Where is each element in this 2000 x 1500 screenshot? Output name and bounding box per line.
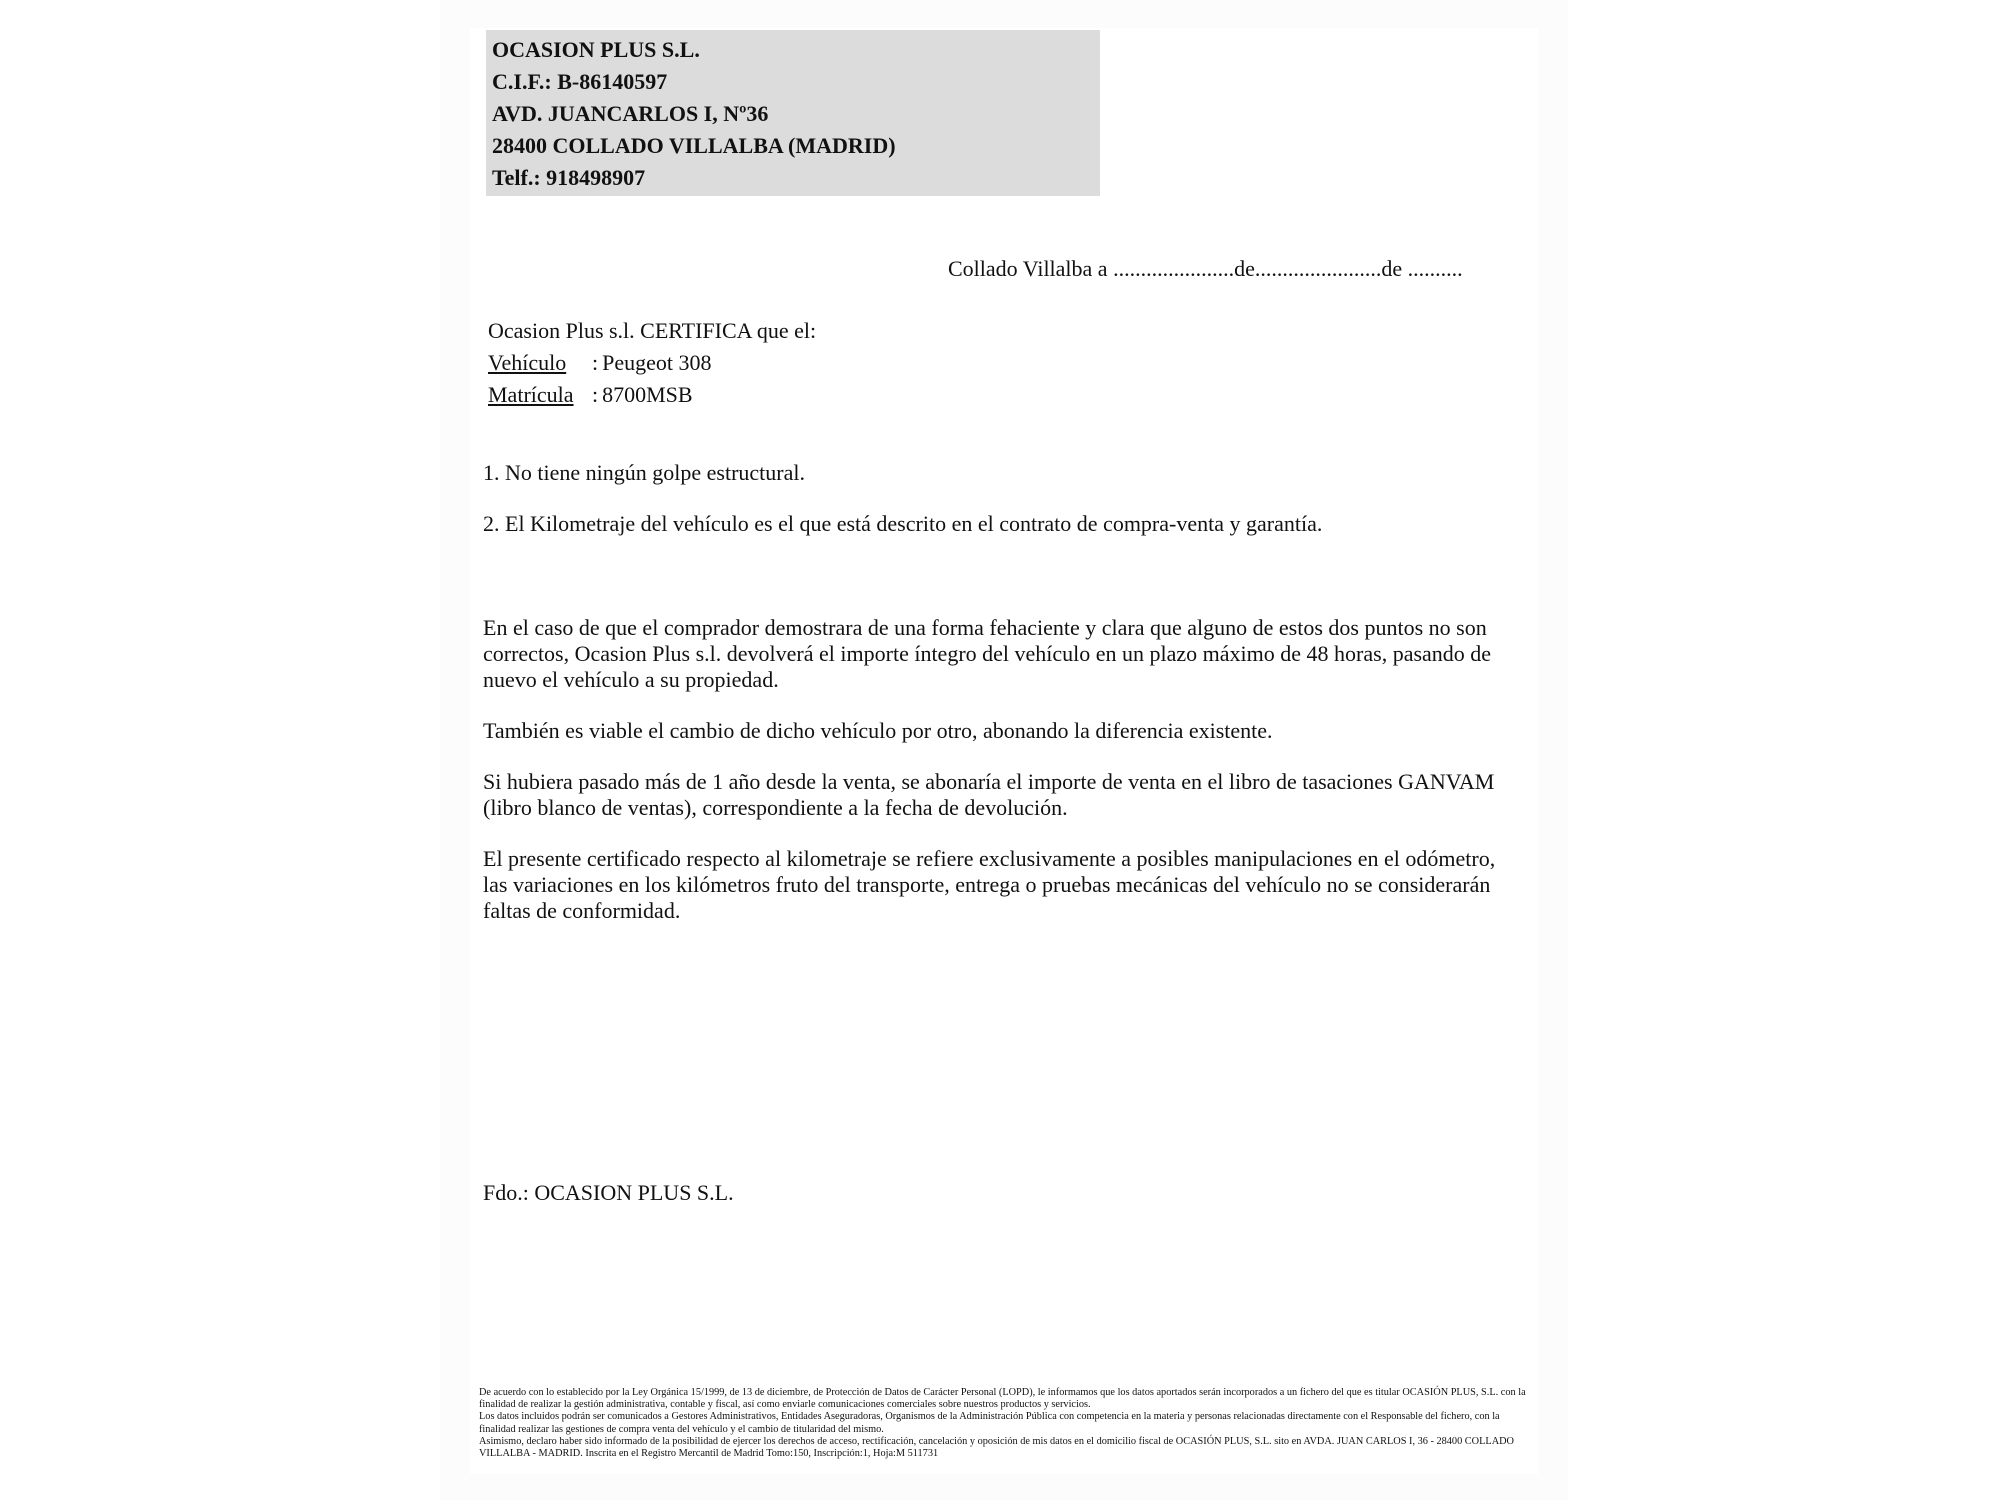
company-header <box>486 30 1100 196</box>
plate-separator: : <box>592 382 599 407</box>
point-structural: 1. No tiene ningún golpe estructural. <box>483 460 805 485</box>
paragraph-ganvam: Si hubiera pasado más de 1 año desde la venta, se abonaría el importe de venta en el libro de tasaciones GANVAM (libro blanco de ventas), correspondiente a la fecha de devolución. <box>483 769 1495 820</box>
company-city: 28400 COLLADO VILLALBA (MADRID) <box>492 133 896 158</box>
company-phone: Telf.: 918498907 <box>492 165 646 190</box>
paragraph-odometer: El presente certificado respecto al kilometraje se refiere exclusivamente a posibles manipulaciones en el odómetro, las variaciones en los kilómetros fruto del transporte, entrega o pruebas mecánicas del vehículo no se considerarán faltas de conformidad. <box>483 846 1496 923</box>
plate-value: 8700MSB <box>602 382 693 407</box>
certified-points <box>483 460 1523 562</box>
point-mileage: 2. El Kilometraje del vehículo es el que está descrito en el contrato de compra-venta y garantía. <box>483 511 1323 536</box>
place-date-line: Collado Villalba a ......................de.......................de .......... <box>948 256 1463 281</box>
plate-label: Matrícula <box>488 382 574 407</box>
legal-paragraph-lopd: De acuerdo con lo establecido por la Ley Orgánica 15/1999, de 13 de diciembre, de Protección de Datos de Carácter Personal (LOPD), le informamos que los datos aportados serán incorporados a un fichero del que es titular OCASIÓN PLUS, S.L. con la finalidad de realizar la gestión administrativa, contable y fiscal, así como enviarle comunicaciones comerciales sobre nuestros productos y servicios. <box>479 1387 1526 1411</box>
vehicle-value: Peugeot 308 <box>602 350 712 375</box>
paragraph-exchange: También es viable el cambio de dicho vehículo por otro, abonando la diferencia existente. <box>483 718 1273 743</box>
company-address: AVD. JUANCARLOS I, Nº36 <box>492 101 769 126</box>
vehicle-separator: : <box>592 350 599 375</box>
plate-field <box>488 379 816 411</box>
company-name: OCASION PLUS S.L. <box>492 37 700 62</box>
company-cif: C.I.F.: B-86140597 <box>492 69 668 94</box>
legal-notice <box>479 1387 1529 1460</box>
certificate-block <box>488 315 816 411</box>
legal-paragraph-recipients: Los datos incluidos podrán ser comunicados a Gestores Administrativos, Entidades Aseguradoras, Organismos de la Administración Pública con competencia en la materia y personas relacionadas directamente con el Responsable del fichero, con la finalidad realizar las gestiones de compra venta del vehículo y el cambio de titularidad del mismo. <box>479 1411 1500 1435</box>
certificate-intro: Ocasion Plus s.l. CERTIFICA que el: <box>488 318 817 343</box>
vehicle-label: Vehículo <box>488 350 567 375</box>
signature-line: Fdo.: OCASION PLUS S.L. <box>483 1180 734 1205</box>
conditions-text <box>483 615 1523 949</box>
vehicle-field <box>488 347 816 379</box>
paragraph-refund: En el caso de que el comprador demostrara de una forma fehaciente y clara que alguno de estos dos puntos no son correctos, Ocasion Plus s.l. devolverá el importe íntegro del vehículo en un plazo máximo de 48 horas, pasando de nuevo el vehículo a su propiedad. <box>483 615 1492 692</box>
legal-paragraph-rights: Asimismo, declaro haber sido informado de la posibilidad de ejercer los derechos de acceso, rectificación, cancelación y oposición de mis datos en el domicilio fiscal de OCASIÓN PLUS, S.L. sito en AVDA. JUAN CARLOS I, 36 - 28400 COLLADO VILLALBA - MADRID. Inscrita en el Registro Mercantil de Madrid Tomo:150, Inscripción:1, Hoja:M 511731 <box>479 1435 1514 1460</box>
